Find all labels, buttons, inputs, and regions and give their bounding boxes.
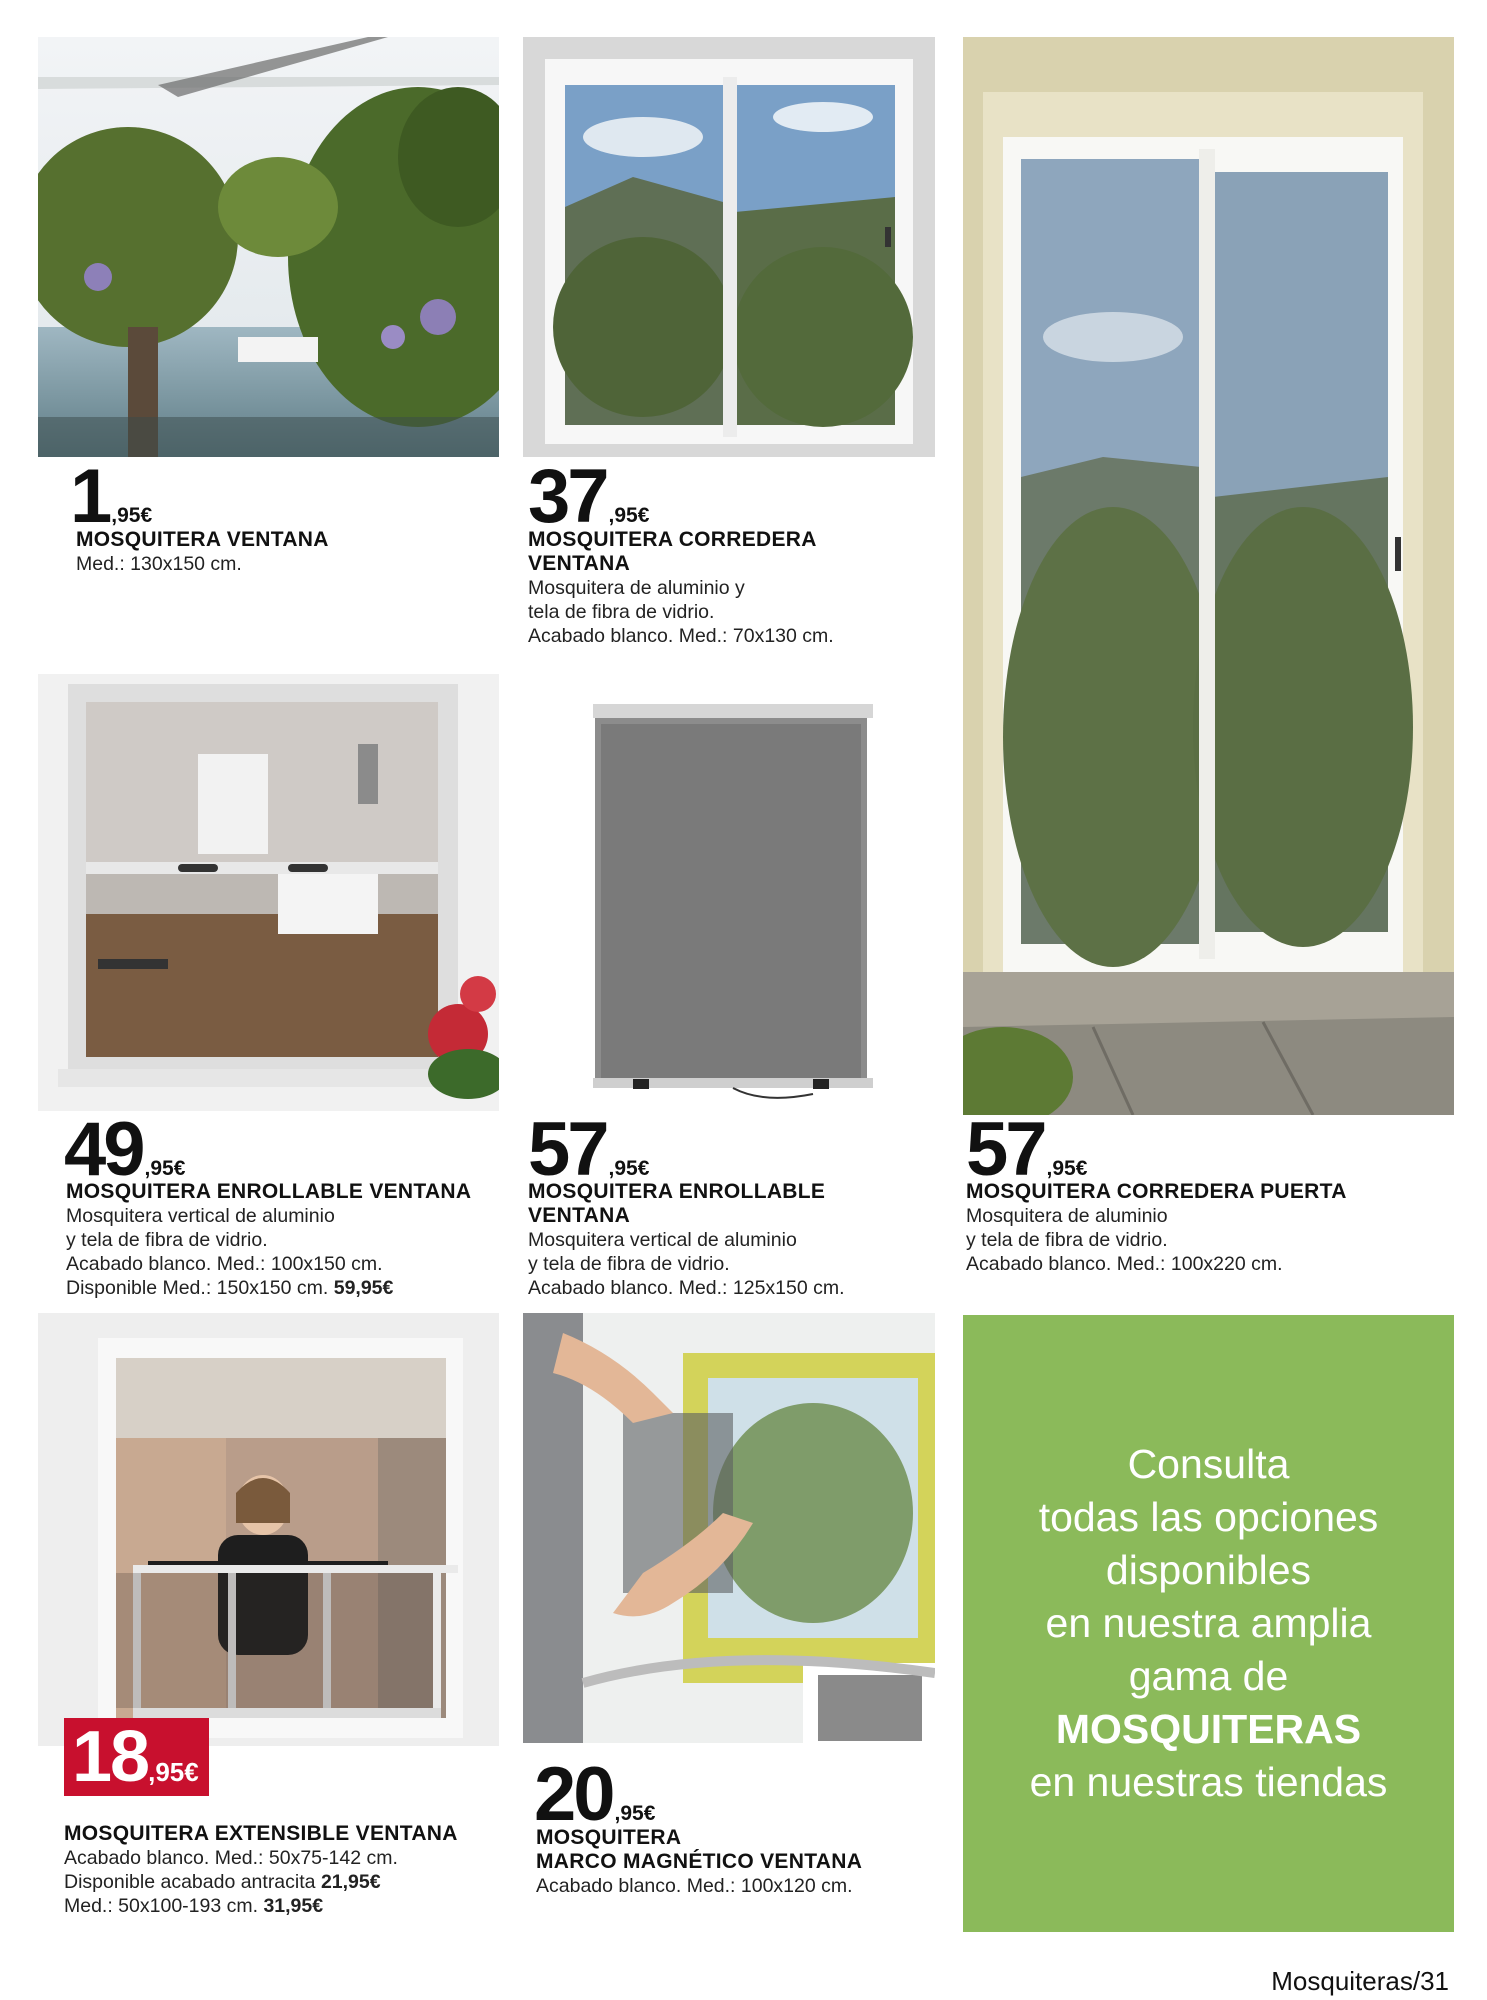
product-title: MOSQUITERA ENROLLABLE VENTANA (66, 1180, 472, 1203)
product-description-line: Acabado blanco. Med.: 100x120 cm. (536, 1875, 853, 1897)
price-mosquitera-enrollable-ventana-57 (528, 1107, 650, 1192)
product-info-mosquitera-enrollable-ventana (66, 1180, 506, 1300)
product-description-line: Acabado blanco. Med.: 100x150 cm. (66, 1253, 383, 1275)
product-description-line: Acabado blanco. Med.: 125x150 cm. (528, 1277, 845, 1299)
product-title-line: MARCO MAGNÉTICO VENTANA (536, 1850, 863, 1873)
product-info-mosquitera-ventana (76, 528, 496, 576)
price-decimal: ,95€ (148, 1757, 199, 1787)
product-info-mosquitera-corredera-ventana (528, 528, 948, 648)
price-decimal: ,95€ (144, 1157, 186, 1180)
product-photo-mosquitera-extensible-ventana (38, 1313, 499, 1746)
product-photo-mosquitera-ventana (38, 37, 499, 457)
product-title-line: MOSQUITERA ENROLLABLE (528, 1180, 826, 1203)
product-info-mosquitera-extensible-ventana (64, 1822, 504, 1918)
product-description-line (66, 1276, 506, 1300)
availability-text: Disponible acabado antracita (64, 1871, 316, 1893)
promo-line: en nuestras tiendas (1029, 1759, 1388, 1805)
price-integer: 49 (64, 1107, 143, 1192)
product-photo-mosquitera-corredera-puerta (963, 37, 1454, 1115)
product-photo-mosquitera-marco-magnetico (523, 1313, 935, 1743)
price-mosquitera-corredera-puerta (966, 1107, 1088, 1192)
product-photo-mosquitera-enrollable-ventana-57 (523, 674, 935, 1111)
price-integer: 1 (70, 454, 110, 539)
product-info-mosquitera-marco-magnetico (536, 1826, 956, 1898)
alternate-price: 31,95€ (263, 1895, 324, 1917)
product-description-line: Acabado blanco. Med.: 70x130 cm. (528, 625, 834, 647)
product-description-line: Mosquitera vertical de aluminio (66, 1205, 335, 1227)
price-integer: 18 (72, 1717, 149, 1797)
promo-box (963, 1315, 1454, 1932)
product-description-line: Mosquitera vertical de aluminio (528, 1229, 797, 1251)
product-title: MOSQUITERA CORREDERA PUERTA (966, 1180, 1347, 1203)
product-info-mosquitera-corredera-puerta (966, 1180, 1446, 1276)
price-mosquitera-extensible-ventana (64, 1718, 209, 1796)
product-title-line: VENTANA (528, 552, 631, 575)
price-decimal: ,95€ (614, 1802, 656, 1825)
price-integer: 57 (966, 1107, 1045, 1192)
promo-line: disponibles (1105, 1547, 1312, 1593)
price-decimal: ,95€ (111, 504, 153, 527)
price-mosquitera-enrollable-ventana (64, 1107, 186, 1192)
promo-highlight: MOSQUITERAS (1055, 1706, 1362, 1752)
product-title-line: MOSQUITERA CORREDERA (528, 528, 817, 551)
product-title: MOSQUITERA EXTENSIBLE VENTANA (64, 1822, 458, 1845)
price-integer: 20 (534, 1752, 613, 1837)
price-decimal: ,95€ (608, 504, 650, 527)
product-title-line: MOSQUITERA (536, 1826, 682, 1849)
product-description-line: y tela de fibra de vidrio. (528, 1253, 730, 1275)
product-description-line: Mosquitera de aluminio (966, 1205, 1168, 1227)
availability-text: Disponible Med.: 150x150 cm. (66, 1277, 329, 1299)
product-info-mosquitera-enrollable-ventana-57 (528, 1180, 948, 1300)
page-footer-section-number: Mosquiteras/31 (1271, 1966, 1449, 1996)
promo-line: todas las opciones (1038, 1494, 1379, 1540)
price-decimal: ,95€ (608, 1157, 650, 1180)
product-description-line: tela de fibra de vidrio. (528, 601, 715, 623)
price-integer: 37 (528, 454, 607, 539)
price-integer: 57 (528, 1107, 607, 1192)
price-decimal: ,95€ (1046, 1157, 1088, 1180)
size-text: Med.: 50x100-193 cm. (64, 1895, 259, 1917)
price-mosquitera-marco-magnetico (534, 1752, 656, 1837)
promo-line: Consulta (1127, 1441, 1290, 1487)
product-description-line: y tela de fibra de vidrio. (966, 1229, 1168, 1251)
product-description-line: Acabado blanco. Med.: 100x220 cm. (966, 1253, 1283, 1275)
product-description-line: Mosquitera de aluminio y (528, 577, 745, 599)
price-mosquitera-ventana (70, 454, 153, 539)
product-description-line: Acabado blanco. Med.: 50x75-142 cm. (64, 1847, 398, 1869)
product-title: MOSQUITERA VENTANA (76, 528, 329, 551)
product-description: Med.: 130x150 cm. (76, 553, 242, 575)
alternate-price: 59,95€ (333, 1277, 394, 1299)
product-description-line: y tela de fibra de vidrio. (66, 1229, 268, 1251)
product-photo-mosquitera-corredera-ventana (523, 37, 935, 457)
price-mosquitera-corredera-ventana (528, 454, 650, 539)
product-title-line: VENTANA (528, 1204, 631, 1227)
alternate-price: 21,95€ (320, 1871, 381, 1893)
promo-line: en nuestra amplia (1045, 1600, 1372, 1646)
promo-line: gama de (1128, 1653, 1289, 1699)
product-photo-mosquitera-enrollable-ventana (38, 674, 499, 1111)
product-description-line (64, 1870, 504, 1894)
product-description-line (64, 1894, 504, 1918)
